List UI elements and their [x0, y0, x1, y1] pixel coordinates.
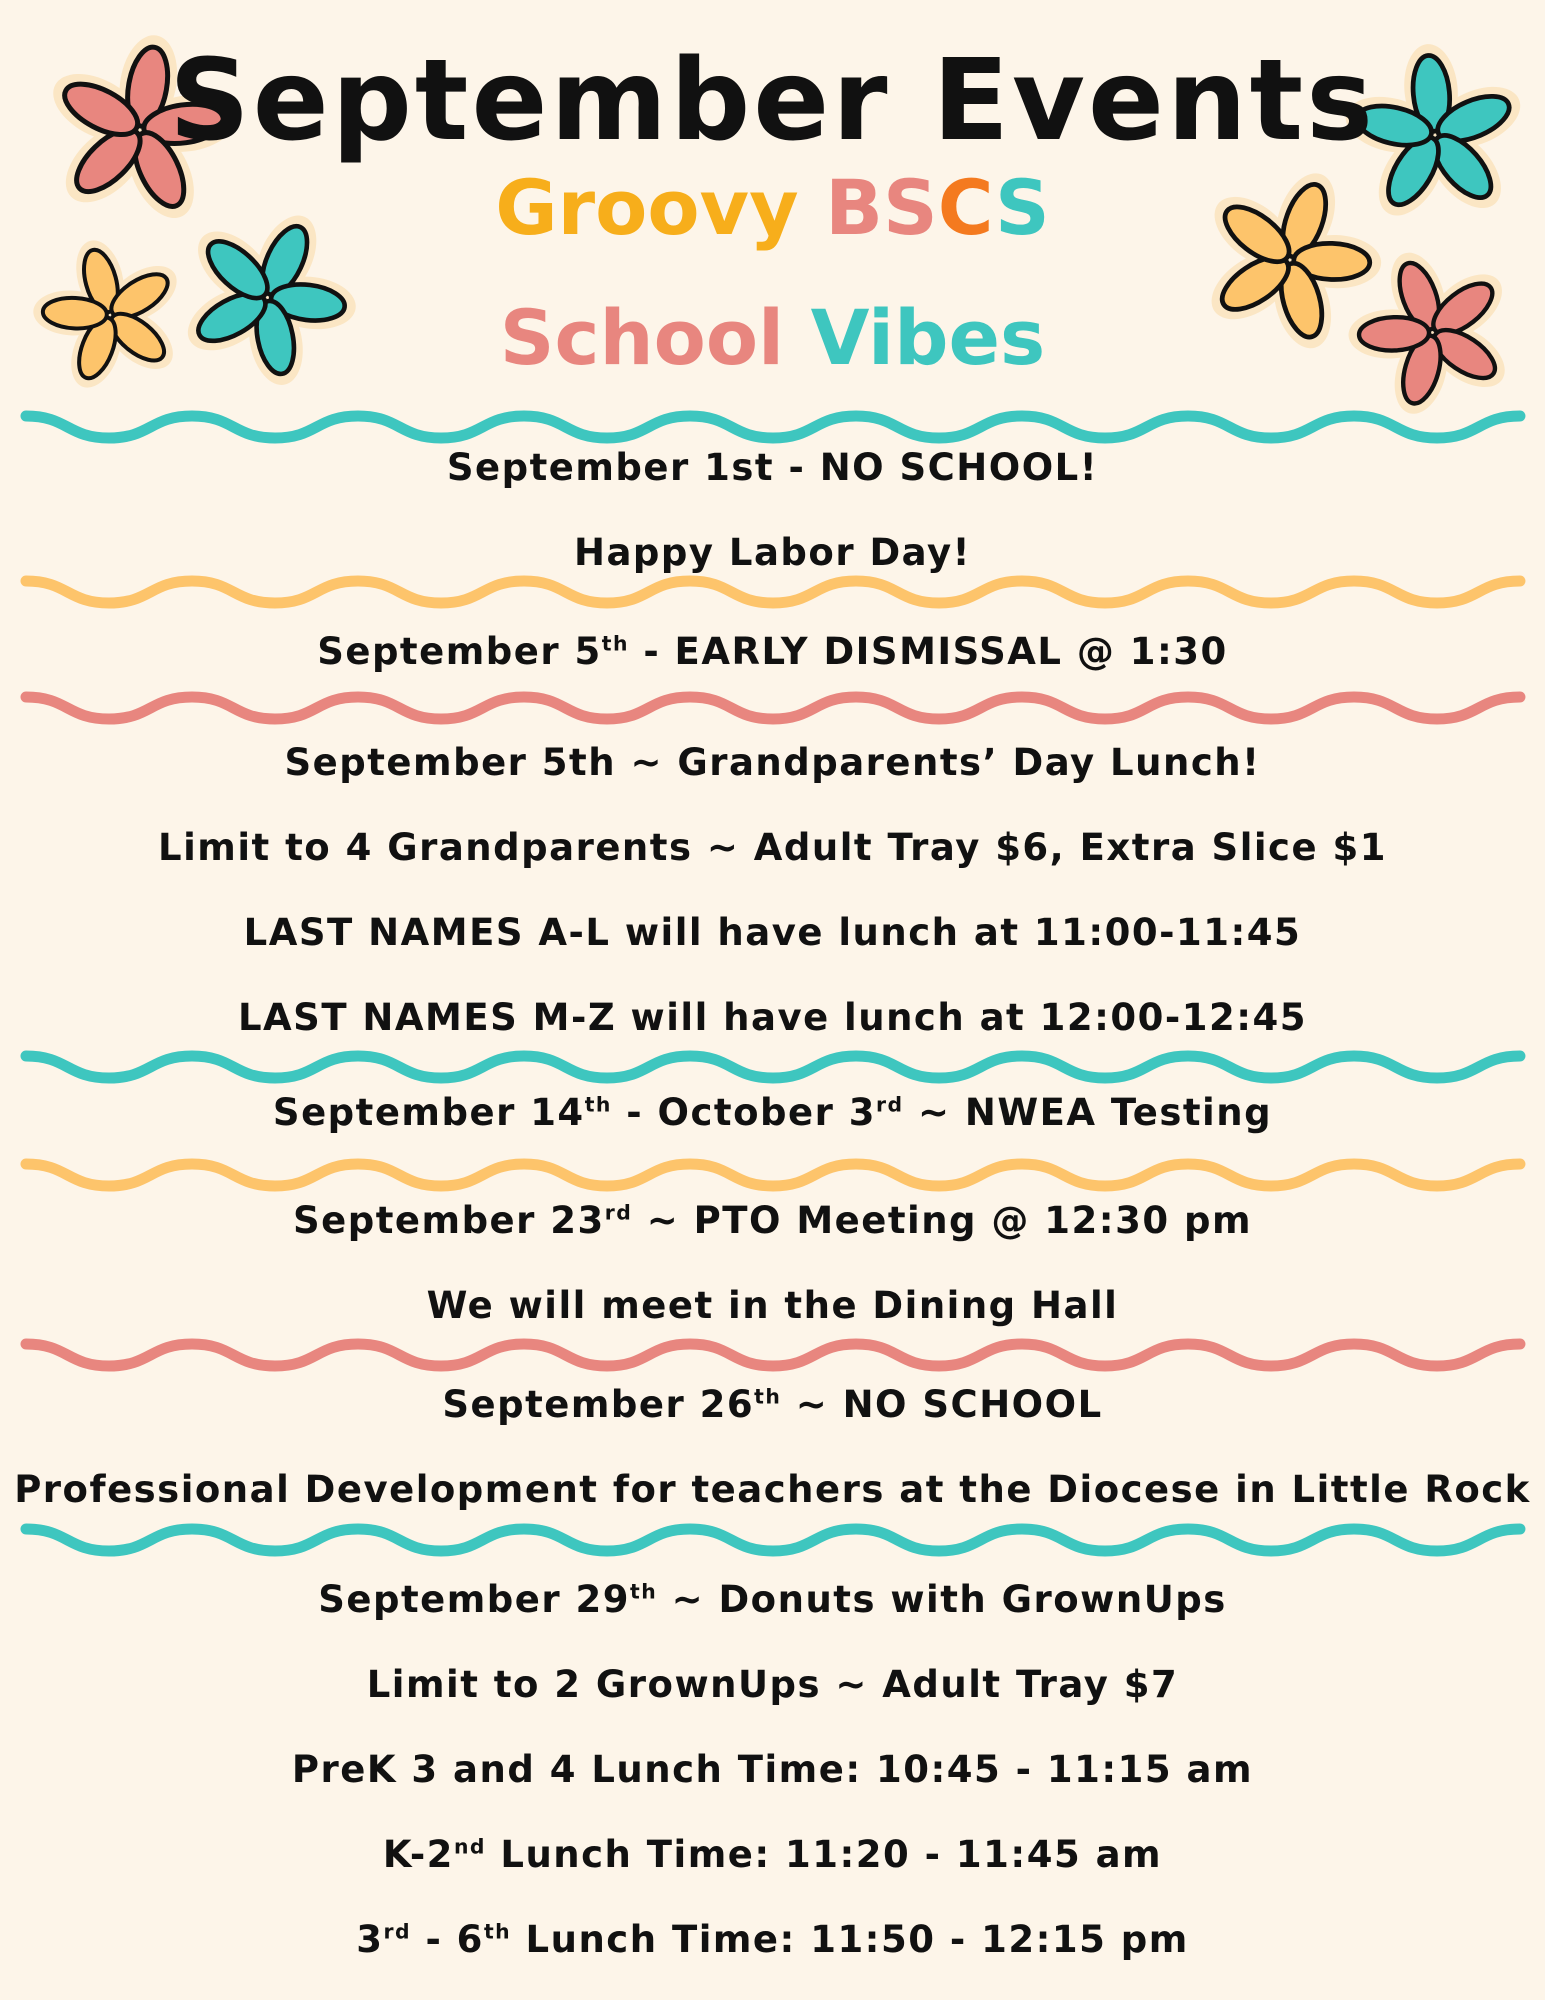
event-line [0, 1199, 1545, 1242]
subtitle-letter-s: S [994, 163, 1050, 252]
subtitle-groovy-bscs [0, 163, 1545, 252]
event-text: Lunch Time: 11:20 - 11:45 am [485, 1833, 1163, 1876]
event-text: 3 [356, 1918, 384, 1961]
event-text: - 6 [411, 1918, 484, 1961]
subtitle-school-vibes [0, 293, 1545, 382]
ordinal-suffix: nd [453, 1834, 486, 1859]
event-line [0, 911, 1545, 954]
event-line [0, 1748, 1545, 1791]
event-line [0, 741, 1545, 784]
event-text: - October 3 [611, 1091, 876, 1134]
wave-divider [18, 402, 1528, 452]
page-title: September Events [169, 36, 1376, 166]
event-text: We will meet in the Dining Hall [426, 1284, 1119, 1327]
event-text: September 26 [442, 1383, 755, 1426]
event-text: Lunch Time: 11:50 - 12:15 pm [511, 1918, 1189, 1961]
event-text: September 29 [318, 1578, 630, 1621]
event-line [0, 630, 1545, 673]
ordinal-suffix: rd [875, 1092, 904, 1117]
wave-divider [18, 1515, 1528, 1565]
event-text: K-2 [382, 1833, 454, 1876]
ordinal-suffix: th [584, 1092, 612, 1117]
wave-divider [18, 1150, 1528, 1200]
event-text: September 14 [272, 1091, 585, 1134]
event-line [0, 1663, 1545, 1706]
event-text: Professional Development for teachers at the Diocese in Little Rock [14, 1468, 1531, 1511]
wave-divider [18, 683, 1528, 733]
event-text: - EARLY DISMISSAL @ 1:30 [628, 630, 1228, 673]
event-line [0, 446, 1545, 489]
event-line [0, 1091, 1545, 1134]
event-line [0, 1918, 1545, 1961]
event-line [0, 1833, 1545, 1876]
event-line [0, 1578, 1545, 1621]
event-text: September 5 [317, 630, 602, 673]
subtitle-word-groovy: Groovy [495, 163, 799, 252]
event-text: September 1st - NO SCHOOL! [446, 446, 1099, 489]
subtitle-word-school: School [499, 293, 785, 382]
event-text: Limit to 2 GrownUps ~ Adult Tray $7 [366, 1663, 1179, 1706]
subtitle-letter-c: C [937, 163, 995, 252]
event-line [0, 826, 1545, 869]
ordinal-suffix: th [483, 1919, 512, 1944]
wave-divider [18, 1330, 1528, 1380]
event-text: LAST NAMES M-Z will have lunch at 12:00-12:45 [237, 996, 1308, 1039]
wave-divider [18, 1042, 1528, 1092]
subtitle-letters-bs: BS [825, 163, 938, 252]
event-line [0, 1468, 1545, 1511]
ordinal-suffix: rd [383, 1919, 412, 1944]
event-line [0, 531, 1545, 574]
event-text: ~ Donuts with GrownUps [657, 1578, 1227, 1621]
event-text: PreK 3 and 4 Lunch Time: 10:45 - 11:15 am [291, 1748, 1254, 1791]
subtitle-word-vibes: Vibes [810, 293, 1046, 382]
event-text: Happy Labor Day! [573, 531, 972, 574]
ordinal-suffix: th [629, 1579, 658, 1604]
event-text: ~ PTO Meeting @ 12:30 pm [632, 1199, 1252, 1242]
event-text: ~ NWEA Testing [903, 1091, 1273, 1134]
ordinal-suffix: th [754, 1384, 782, 1409]
ordinal-suffix: th [601, 631, 629, 656]
event-line [0, 1284, 1545, 1327]
event-text: LAST NAMES A-L will have lunch at 11:00-11:45 [243, 911, 1302, 954]
event-text: ~ NO SCHOOL [781, 1383, 1103, 1426]
event-text: Limit to 4 Grandparents ~ Adult Tray $6, Extra Slice $1 [158, 826, 1387, 869]
wave-divider [18, 567, 1528, 617]
ordinal-suffix: rd [604, 1200, 633, 1225]
event-text: September 5th ~ Grandparents’ Day Lunch! [284, 741, 1261, 784]
event-line [0, 1383, 1545, 1426]
event-line [0, 996, 1545, 1039]
event-text: September 23 [293, 1199, 605, 1242]
